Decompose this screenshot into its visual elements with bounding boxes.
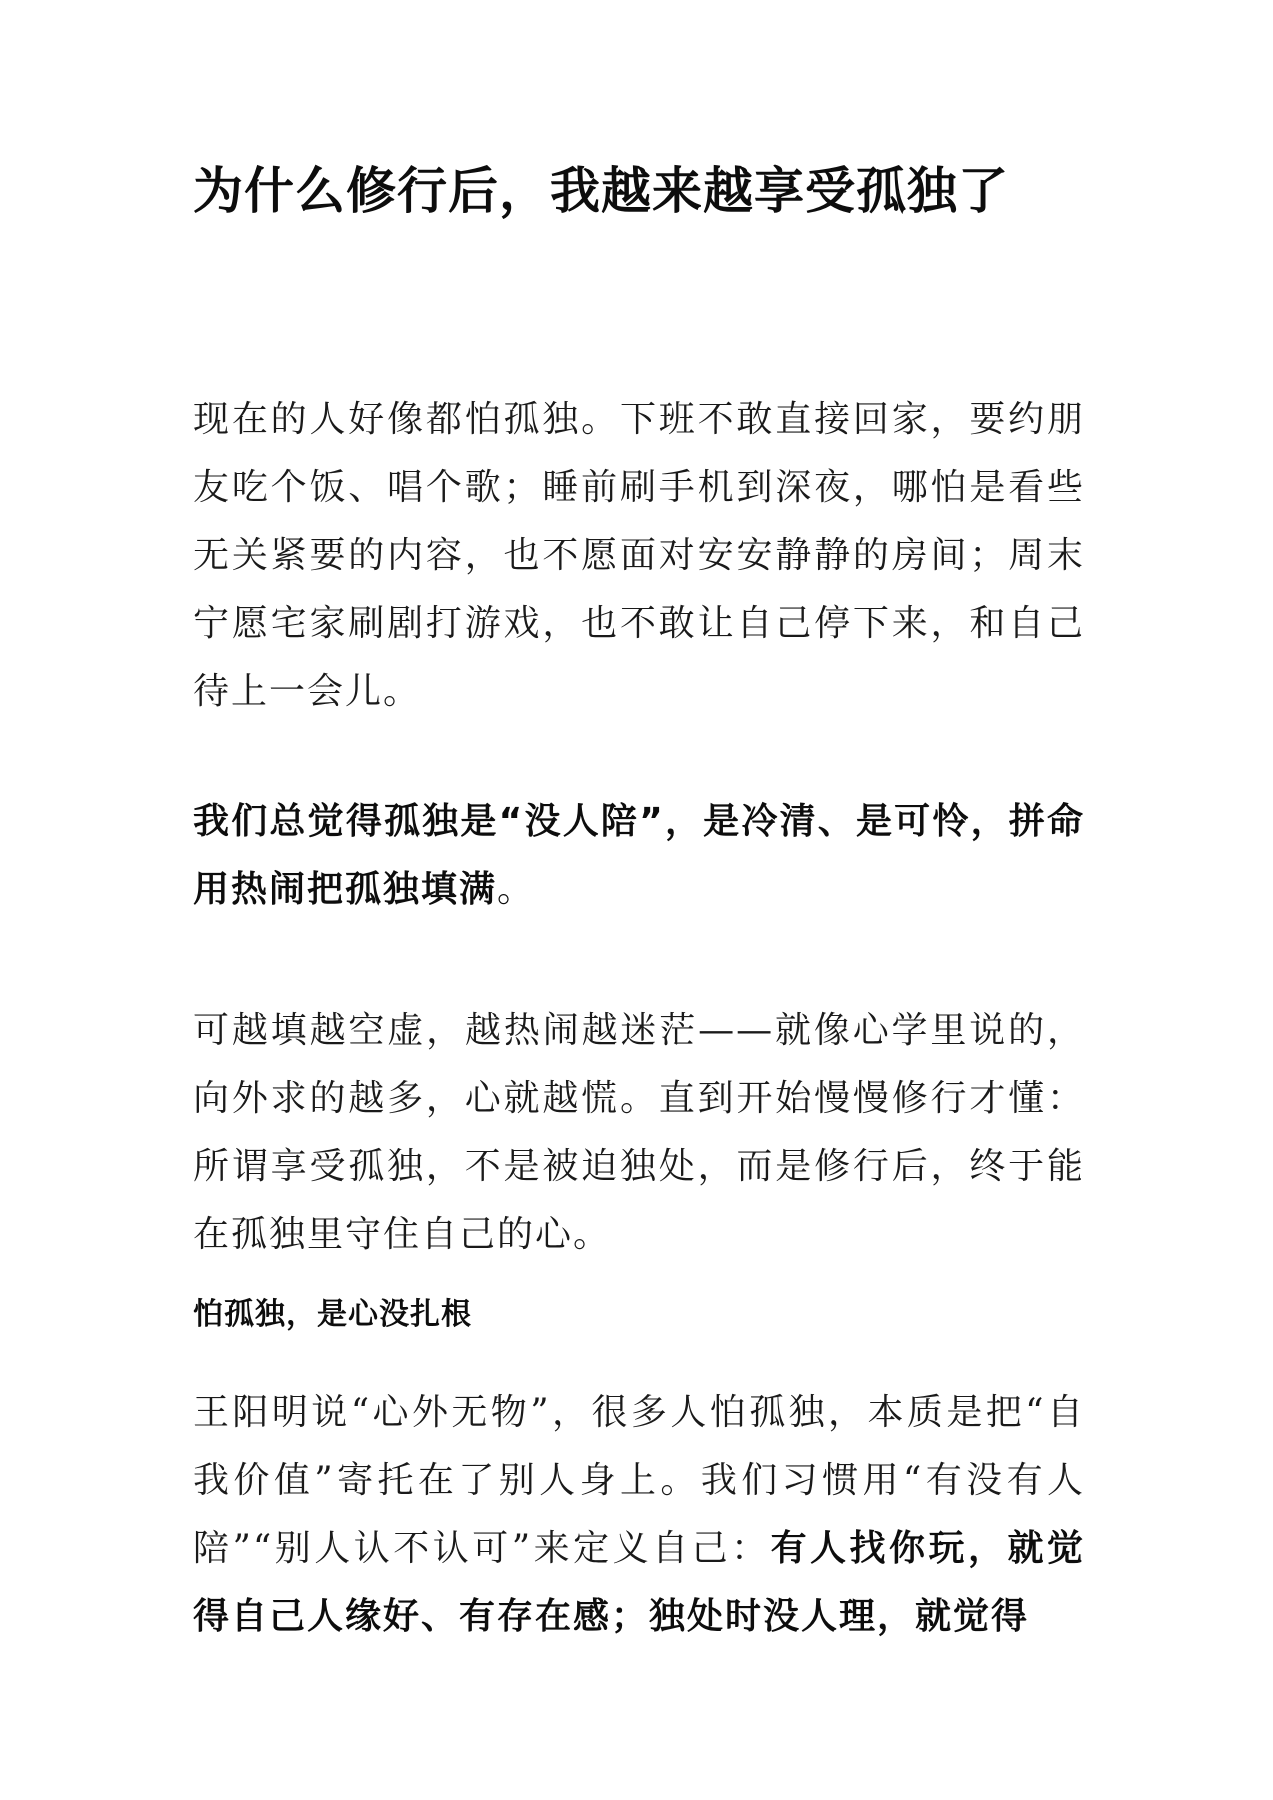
paragraph-emphasis	[193, 788, 1085, 924]
paragraph-wang-yangming	[193, 1379, 1085, 1651]
paragraph-wang-yangming-normal: 王阳明说“心外无物”，很多人怕孤独，本质是把“自我价值”寄托在了别人身上。我们习惯用“有没有人陪”“别人认不认可”来定义自己：	[193, 1392, 1085, 1569]
paragraph-intro: 现在的人好像都怕孤独。下班不敢直接回家，要约朋友吃个饭、唱个歌；睡前刷手机到深夜，哪怕是看些无关紧要的内容，也不愿面对安安静静的房间；周末宁愿宅家刷剧打游戏，也不敢让自己停下来，和自己待上一会儿。	[193, 399, 1085, 712]
paragraph-wang-yangming-bold: 有人找你玩，就觉得自己人缘好、有存在感；独处时没人理，就觉得	[193, 1528, 1085, 1637]
paragraph-emphasis-bold: 我们总觉得孤独是“没人陪”，是冷清、是可怜，拼命用热闹把孤独填满	[193, 801, 1085, 910]
paragraph-reflection: 可越填越空虚，越热闹越迷茫——就像心学里说的，向外求的越多，心就越慌。直到开始慢慢修行才懂：所谓享受孤独，不是被迫独处，而是修行后，终于能在孤独里守住自己的心。	[193, 1010, 1085, 1255]
paragraph-emphasis-tail: 。	[497, 869, 536, 910]
article-title: 为什么修行后，我越来越享受孤独了	[193, 162, 1009, 220]
section-subheading: 怕孤独，是心没扎根	[193, 1297, 472, 1332]
